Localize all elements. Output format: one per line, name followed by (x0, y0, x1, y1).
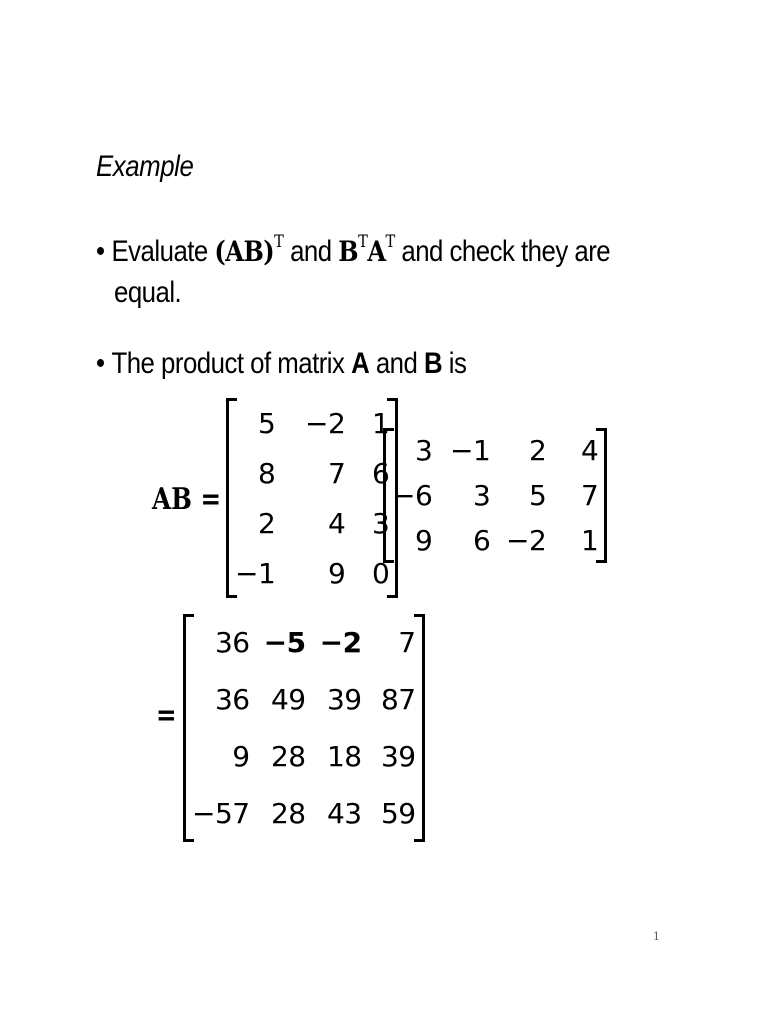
bullet-text-suffix: is (442, 347, 467, 380)
matrix-cell: 39 (380, 740, 416, 773)
matrix-cell: −5 (263, 626, 306, 659)
matrix-cell: 18 (326, 740, 362, 773)
matrix-ab-grid (192, 614, 416, 842)
equation-label-equals: = (156, 698, 177, 733)
bullet-continuation: equal. (114, 276, 182, 309)
bullet-evaluate (96, 216, 610, 278)
matrix-row (392, 428, 598, 473)
matrix-cell: 9 (232, 740, 250, 773)
matrix-cell: 39 (326, 683, 362, 716)
bullet-text-mid: and (369, 347, 425, 380)
matrix-row (235, 448, 389, 498)
matrix-ab-result (183, 614, 425, 842)
matrix-cell: 3 (472, 479, 491, 512)
matrix-cell: 87 (380, 683, 416, 716)
matrix-cell: 49 (270, 683, 306, 716)
matrix-cell: 6 (472, 524, 491, 557)
matrix-row (235, 548, 389, 598)
matrix-cell: 1 (371, 406, 390, 440)
matrix-cell: 3 (414, 434, 433, 467)
matrix-cell: −6 (392, 479, 433, 512)
matrix-cell: 4 (580, 434, 599, 467)
matrix-cell: 5 (528, 479, 547, 512)
math-transpose-sup: T (385, 232, 395, 252)
matrix-cell: −2 (319, 626, 362, 659)
page-number: 1 (653, 928, 660, 943)
matrix-a-grid (235, 398, 389, 598)
matrix-row (192, 728, 416, 785)
matrix-cell: 28 (270, 740, 306, 773)
math-ab: (AB) (214, 235, 275, 268)
math-b: B (338, 235, 359, 268)
matrix-b-grid (392, 428, 598, 563)
matrix-cell: 7 (398, 626, 416, 659)
matrix-cell: 28 (270, 797, 306, 830)
matrix-cell: 4 (327, 506, 346, 540)
matrix-cell: −2 (506, 524, 547, 557)
matrix-cell: 1 (580, 524, 599, 557)
bullet-dot: • (96, 235, 105, 268)
matrix-cell: 0 (371, 556, 390, 590)
matrix-b (383, 428, 607, 563)
bullet-text-suffix: and check they are (394, 235, 611, 268)
matrix-cell: 3 (371, 506, 390, 540)
bullet-product (96, 338, 466, 390)
matrix-cell: 9 (327, 556, 346, 590)
matrix-cell: −2 (305, 406, 346, 440)
matrix-row (392, 518, 598, 563)
matrix-cell: 8 (257, 456, 276, 490)
bullet-text-mid: and (283, 235, 339, 268)
matrix-cell: 59 (380, 797, 416, 830)
matrix-cell: 36 (214, 683, 250, 716)
matrix-cell: 43 (326, 797, 362, 830)
math-transpose-sup: T (358, 232, 368, 252)
matrix-cell: 7 (580, 479, 599, 512)
matrix-row (192, 614, 416, 671)
matrix-row (235, 498, 389, 548)
matrix-cell: 36 (214, 626, 250, 659)
matrix-cell: −1 (235, 556, 276, 590)
matrix-cell: −1 (450, 434, 491, 467)
matrix-a (226, 398, 398, 598)
matrix-cell: 2 (257, 506, 276, 540)
matrix-cell: 9 (414, 524, 433, 557)
matrix-cell: 2 (528, 434, 547, 467)
matrix-row (235, 398, 389, 448)
matrix-row (192, 671, 416, 728)
matrix-cell: 6 (371, 456, 390, 490)
matrix-cell: 7 (327, 456, 346, 490)
matrix-b-name: B (424, 347, 443, 380)
matrix-row (192, 785, 416, 842)
equation-label-ab: AB = (152, 482, 222, 517)
math-transpose-sup: T (274, 232, 284, 252)
matrix-a-name: A (351, 347, 370, 380)
matrix-row (392, 473, 598, 518)
bullet-dot: • (96, 347, 105, 380)
bullet-text-prefix: The product of matrix (111, 347, 352, 380)
slide-heading: Example (96, 150, 194, 183)
matrix-cell: −57 (192, 797, 250, 830)
bullet-text-prefix: Evaluate (111, 235, 215, 268)
math-a: A (367, 235, 386, 268)
matrix-cell: 5 (257, 406, 276, 440)
